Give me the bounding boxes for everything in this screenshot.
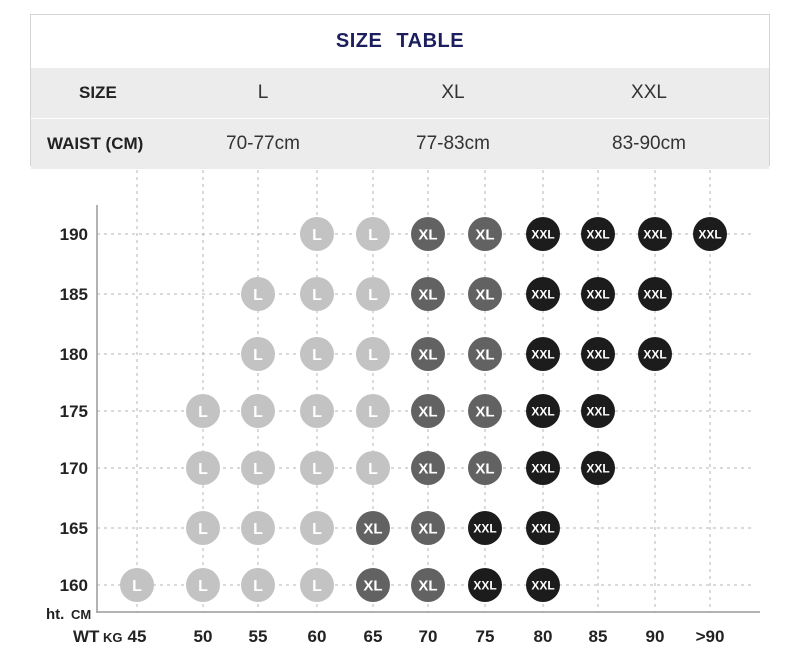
size-marker-l — [300, 394, 334, 428]
size-marker-label: XL — [475, 460, 495, 478]
size-marker-l — [356, 394, 390, 428]
waist-cell-xl: 77-83cm — [416, 133, 490, 154]
size-marker-label: XXL — [586, 404, 610, 419]
size-marker-label: L — [312, 577, 322, 595]
size-marker-label: L — [312, 520, 322, 538]
x-tick-label: 90 — [645, 627, 665, 646]
size-row-header: SIZE — [79, 83, 117, 102]
size-marker-label: L — [253, 403, 263, 421]
size-marker-label: L — [368, 346, 378, 364]
size-marker-label: XL — [363, 577, 383, 595]
size-marker-label: L — [312, 286, 322, 304]
x-tick-label: >90 — [695, 627, 725, 646]
size-marker-label: XXL — [531, 404, 555, 419]
size-marker-label: XXL — [531, 347, 555, 362]
size-marker-l — [186, 511, 220, 545]
size-markers — [120, 217, 727, 602]
size-marker-xl — [411, 337, 445, 371]
size-marker-l — [120, 568, 154, 602]
size-marker-label: L — [253, 460, 263, 478]
size-cell-l: L — [257, 82, 269, 103]
size-marker-l — [300, 277, 334, 311]
size-marker-label: L — [198, 403, 208, 421]
size-marker-l — [356, 337, 390, 371]
size-marker-label: L — [312, 226, 322, 244]
size-marker-label: XL — [475, 226, 495, 244]
size-marker-l — [186, 394, 220, 428]
size-marker-label: XXL — [531, 287, 555, 302]
y-tick-label: 160 — [59, 576, 88, 595]
size-marker-label: L — [132, 577, 142, 595]
y-tick-label: 170 — [59, 459, 88, 478]
x-tick-label: 85 — [588, 627, 608, 646]
size-marker-xl — [356, 511, 390, 545]
size-marker-label: XXL — [586, 227, 610, 242]
size-marker-label: L — [198, 460, 208, 478]
waist-cell-xxl: 83-90cm — [612, 133, 686, 154]
size-marker-label: L — [198, 577, 208, 595]
x-tick-label: 80 — [533, 627, 553, 646]
size-marker-l — [241, 451, 275, 485]
size-marker-label: XXL — [473, 578, 497, 593]
size-marker-xxl — [638, 337, 672, 371]
x-tick-label: 70 — [418, 627, 438, 646]
size-marker-xl — [411, 451, 445, 485]
size-marker-l — [186, 568, 220, 602]
waist-cell-l: 70-77cm — [226, 133, 300, 154]
x-tick-labels — [128, 627, 725, 646]
size-marker-xl — [468, 337, 502, 371]
size-marker-label: XXL — [531, 578, 555, 593]
x-tick-label: 60 — [307, 627, 327, 646]
x-tick-label: 45 — [127, 627, 147, 646]
y-tick-label: 175 — [59, 402, 88, 421]
size-marker-xl — [468, 217, 502, 251]
size-marker-xxl — [526, 568, 560, 602]
size-marker-xxl — [526, 337, 560, 371]
size-marker-label: L — [312, 460, 322, 478]
size-marker-xxl — [693, 217, 727, 251]
x-tick-label: 50 — [193, 627, 213, 646]
size-marker-xl — [411, 568, 445, 602]
size-marker-xxl — [526, 451, 560, 485]
size-marker-label: L — [253, 346, 263, 364]
size-marker-l — [241, 394, 275, 428]
size-marker-label: XL — [363, 520, 383, 538]
size-marker-label: XXL — [531, 461, 555, 476]
size-marker-xl — [411, 277, 445, 311]
waist-row-header: WAIST (CM) — [47, 134, 144, 153]
size-marker-label: XL — [475, 346, 495, 364]
x-tick-label: 55 — [248, 627, 268, 646]
size-marker-label: L — [312, 403, 322, 421]
size-marker-label: L — [368, 286, 378, 304]
size-marker-l — [300, 217, 334, 251]
y-tick-labels — [60, 225, 88, 595]
y-tick-label: 185 — [59, 285, 88, 304]
y-tick-label: 190 — [59, 225, 88, 244]
size-marker-label: L — [368, 403, 378, 421]
y-axis-label: ht. — [46, 606, 65, 623]
size-marker-l — [356, 217, 390, 251]
size-marker-label: XXL — [473, 521, 497, 536]
size-marker-l — [300, 511, 334, 545]
size-marker-label: L — [253, 286, 263, 304]
size-marker-label: XXL — [643, 227, 667, 242]
size-marker-xxl — [526, 277, 560, 311]
size-marker-xxl — [526, 511, 560, 545]
size-marker-label: XXL — [643, 347, 667, 362]
size-marker-label: XL — [418, 460, 438, 478]
size-marker-l — [186, 451, 220, 485]
size-marker-l — [241, 568, 275, 602]
size-marker-label: XL — [418, 403, 438, 421]
size-marker-label: L — [253, 577, 263, 595]
size-marker-label: L — [368, 226, 378, 244]
size-marker-l — [356, 277, 390, 311]
size-marker-xxl — [468, 511, 502, 545]
size-marker-xl — [468, 451, 502, 485]
size-marker-label: XL — [418, 286, 438, 304]
size-marker-label: XXL — [643, 287, 667, 302]
size-marker-label: XXL — [698, 227, 722, 242]
size-marker-xxl — [581, 217, 615, 251]
size-marker-xl — [411, 394, 445, 428]
size-marker-xl — [468, 394, 502, 428]
size-marker-label: XL — [418, 226, 438, 244]
size-marker-label: L — [253, 520, 263, 538]
size-marker-l — [356, 451, 390, 485]
size-cell-xxl: XXL — [631, 82, 667, 103]
size-marker-xl — [356, 568, 390, 602]
size-marker-label: XL — [418, 520, 438, 538]
y-tick-label: 165 — [59, 519, 88, 538]
size-marker-l — [241, 337, 275, 371]
size-marker-label: XL — [475, 286, 495, 304]
size-marker-xxl — [581, 277, 615, 311]
size-marker-xxl — [638, 217, 672, 251]
size-marker-xxl — [526, 217, 560, 251]
size-marker-label: XXL — [586, 461, 610, 476]
size-marker-l — [241, 511, 275, 545]
size-marker-label: L — [368, 460, 378, 478]
x-tick-label: 65 — [363, 627, 383, 646]
size-marker-xxl — [581, 394, 615, 428]
size-marker-label: XXL — [586, 287, 610, 302]
size-marker-label: XXL — [531, 227, 555, 242]
size-marker-l — [300, 337, 334, 371]
size-marker-xxl — [638, 277, 672, 311]
size-cell-xl: XL — [441, 82, 465, 103]
y-tick-label: 180 — [59, 345, 88, 364]
size-marker-l — [300, 568, 334, 602]
size-marker-xxl — [581, 337, 615, 371]
size-table-title: SIZE TABLE — [31, 15, 769, 67]
size-marker-label: XXL — [586, 347, 610, 362]
size-marker-label: XXL — [531, 521, 555, 536]
size-marker-xl — [468, 277, 502, 311]
size-marker-label: L — [198, 520, 208, 538]
x-axis-unit: KG — [103, 630, 123, 645]
size-marker-l — [300, 451, 334, 485]
size-marker-label: XL — [418, 346, 438, 364]
size-marker-xl — [411, 217, 445, 251]
size-marker-xxl — [468, 568, 502, 602]
x-tick-label: 75 — [475, 627, 495, 646]
size-marker-l — [241, 277, 275, 311]
y-axis-unit: CM — [71, 607, 92, 622]
size-marker-label: L — [312, 346, 322, 364]
size-marker-xxl — [526, 394, 560, 428]
size-marker-xl — [411, 511, 445, 545]
size-marker-xxl — [581, 451, 615, 485]
x-axis-label: WT — [73, 627, 100, 646]
size-marker-label: XL — [475, 403, 495, 421]
size-marker-label: XL — [418, 577, 438, 595]
